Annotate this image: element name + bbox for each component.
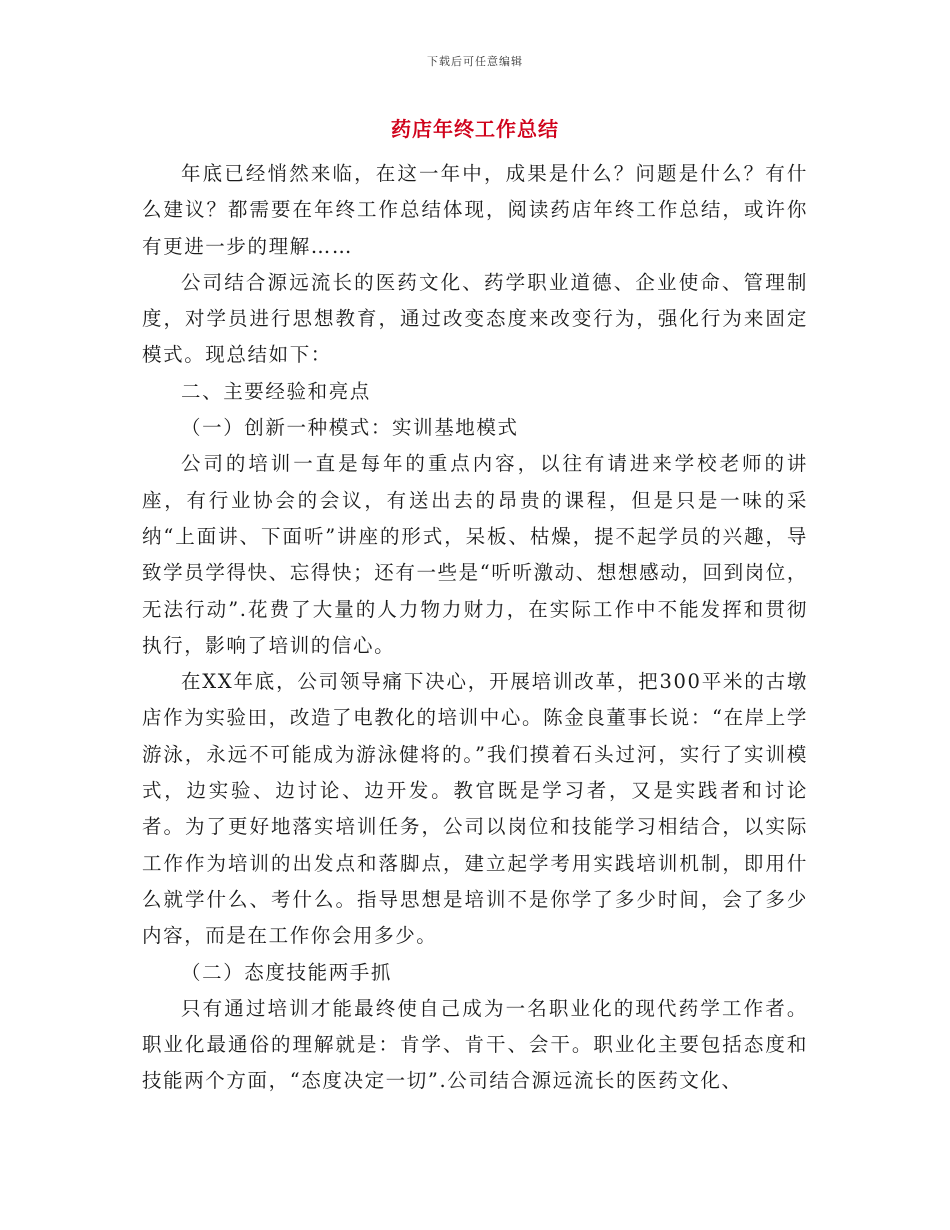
document-body: [142, 156, 808, 1100]
subsection-heading-attitude-skills: （二）态度技能两手抓: [181, 960, 393, 984]
header-note: 下载后可任意编辑: [427, 55, 523, 68]
subsection-heading-training-model: （一）创新一种模式：实训基地模式: [181, 416, 519, 440]
section-heading-experience: 二、主要经验和亮点: [181, 379, 371, 403]
document-title: 药店年终工作总结: [391, 117, 559, 141]
paragraph-professionalism: 只有通过培训才能最终使自己成为一名职业化的现代药学工作者。职业化最通俗的理解就是：肯学、肯干、会干。职业化主要包括态度和技能两个方面，“态度决定一切”.公司结合源远流长的医药文化、: [142, 996, 808, 1093]
paragraph-training-reform: 在XX年底，公司领导痛下决心，开展培训改革，把300平米的古墩店作为实验田，改造了电教化的培训中心。陈金良董事长说：“在岸上学游泳，永远不可能成为游泳健将的。”我们摸着石头过河，实行了实训模式，边实验、边讨论、边开发。教官既是学习者，又是实践者和讨论者。为了更好地落实培训任务，公司以岗位和技能学习相结合，以实际工作作为培训的出发点和落脚点，建立起学考用实践培训机制，即用什么就学什么、考什么。指导思想是培训不是你学了多少时间，会了多少内容，而是在工作你会用多少。: [142, 670, 808, 948]
paragraph-intro: 年底已经悄然来临，在这一年中，成果是什么？问题是什么？有什么建议？都需要在年终工作总结体现，阅读药店年终工作总结，或许你有更进一步的理解……: [142, 162, 808, 258]
paragraph-overview: 公司结合源远流长的医药文化、药学职业道德、企业使命、管理制度，对学员进行思想教育，通过改变态度来改变行为，强化行为来固定模式。现总结如下：: [142, 270, 808, 367]
paragraph-training-history: 公司的培训一直是每年的重点内容，以往有请进来学校老师的讲座，有行业协会的会议，有送出去的昂贵的课程，但是只是一味的采纳“上面讲、下面听”讲座的形式，呆板、枯燥，提不起学员的兴趣，导致学员学得快、忘得快；还有一些是“听听激动、想想感动，回到岗位，无法行动”.花费了大量的人力物力财力，在实际工作中不能发挥和贯彻执行，影响了培训的信心。: [142, 452, 808, 657]
